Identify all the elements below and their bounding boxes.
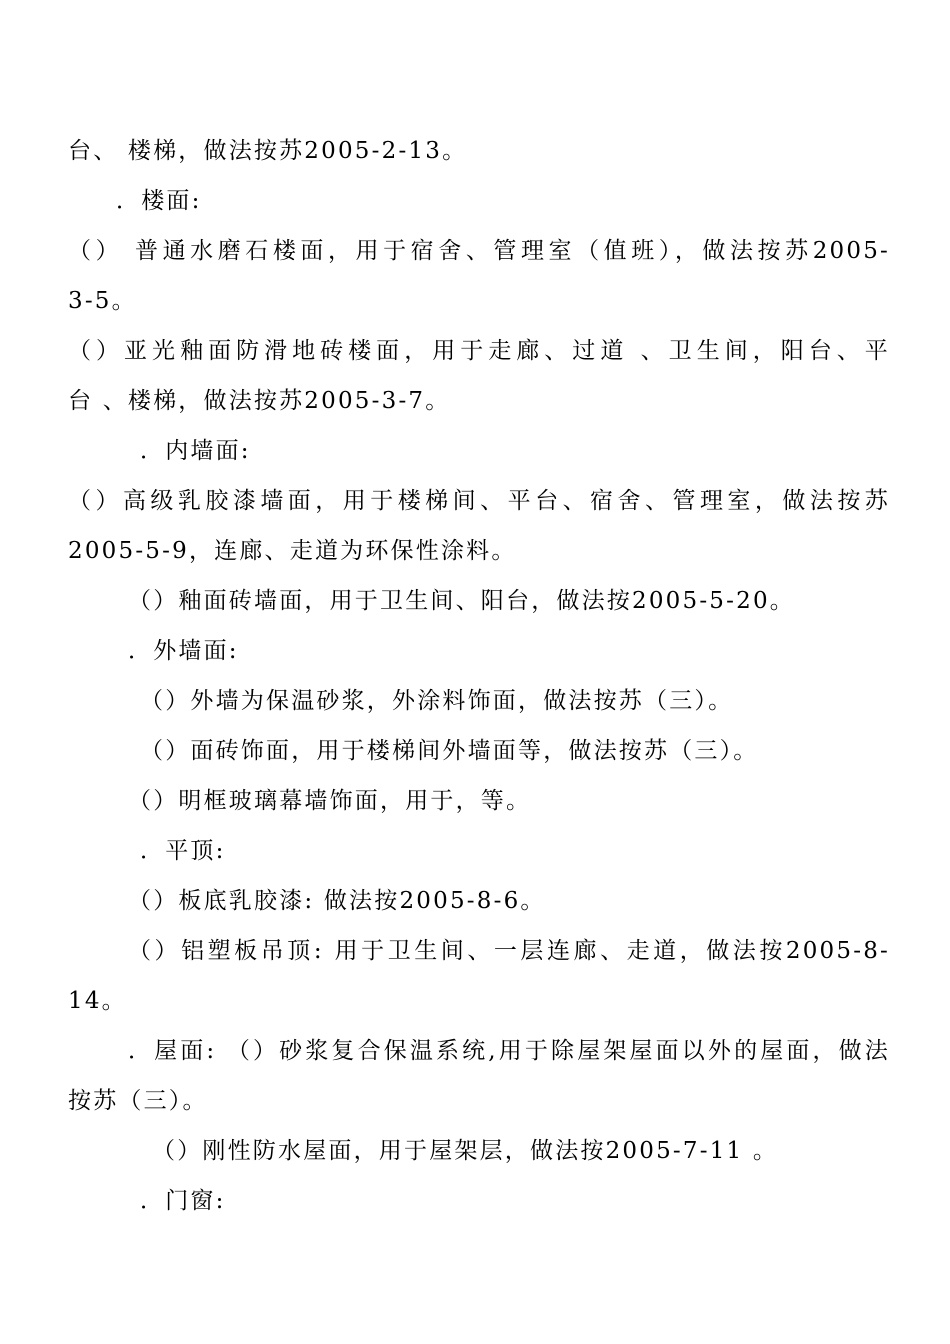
text-line-18: 14。 [68, 988, 127, 1014]
text-line-13: （）面砖饰面，用于楼梯间外墙面等，做法按苏（三）。 [140, 738, 759, 764]
text-line-8: （）高级乳胶漆墙面，用于楼梯间、平台、宿舍、管理室，做法按苏 [68, 488, 890, 514]
section-heading-interior-wall: ．内墙面: [140, 438, 251, 464]
text-line-12: （）外墙为保温砂浆，外涂料饰面，做法按苏（三）。 [140, 688, 734, 714]
text-line-14: （）明框玻璃幕墙饰面，用于，等。 [128, 788, 532, 814]
text-line-4: 3-5。 [68, 288, 137, 314]
text-line-16: （）板底乳胶漆: 做法按2005-8-6。 [128, 888, 546, 914]
section-heading-exterior-wall: ．外墙面: [128, 638, 239, 664]
text-line-9: 2005-5-9，连廊、走道为环保性涂料。 [68, 538, 517, 564]
text-line-1: 台、 楼梯，做法按苏2005-2-13。 [68, 138, 468, 164]
section-heading-roof: ．屋面: （）砂浆复合保温系统,用于除屋架屋面以外的屋面，做法 [128, 1038, 890, 1064]
section-heading-ceiling: ．平顶: [140, 838, 226, 864]
section-heading-doors-windows: ．门窗: [140, 1188, 226, 1214]
text-line-5: （）亚光釉面防滑地砖楼面，用于走廊、过道 、卫生间，阳台、平 [68, 338, 890, 364]
text-line-10: （）釉面砖墙面，用于卫生间、阳台，做法按2005-5-20。 [128, 588, 795, 614]
section-heading-floor: ．楼面: [116, 188, 202, 214]
text-line-3: （） 普通水磨石楼面，用于宿舍、管理室（值班），做法按苏2005- [68, 238, 890, 264]
text-line-20: 按苏（三）。 [68, 1088, 208, 1114]
text-line-6: 台 、楼梯，做法按苏2005-3-7。 [68, 388, 451, 414]
text-line-17: （）铝塑板吊顶: 用于卫生间、一层连廊、走道，做法按2005-8- [128, 938, 890, 964]
text-line-21: （）刚性防水屋面，用于屋架层，做法按2005-7-11 。 [152, 1138, 779, 1164]
